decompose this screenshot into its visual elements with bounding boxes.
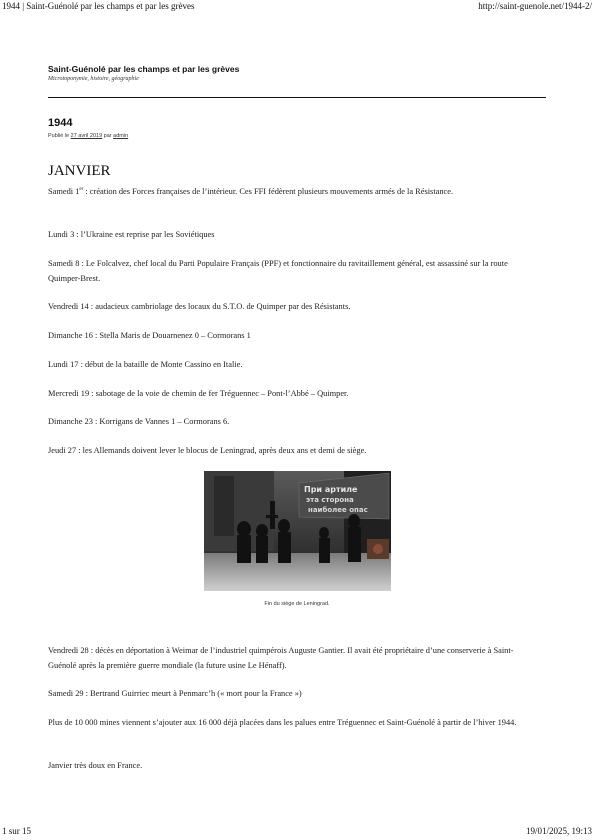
print-timestamp: 19/01/2025, 19:13 — [525, 826, 592, 836]
entry-paragraph: Jeudi 27 : les Allemands doivent lever le blocus de Leningrad, après deux ans et demi de siège. — [48, 446, 367, 455]
entry-paragraph: Lundi 17 : début de la bataille de Monte Cassino en Italie. — [48, 360, 243, 369]
entry-text: Samedi 1 — [48, 187, 80, 196]
post-meta — [48, 133, 128, 139]
entry-paragraph: Mercredi 19 : sabotage de la voie de chemin de fer Tréguennec – Pont-l’Abbé – Quimper. — [48, 389, 349, 398]
post-meta-by: par — [102, 133, 114, 139]
entry-text: : création des Forces françaises de l’intérieur. Ces FFI fédèrent plusieurs mouvements armés de la Résistance. — [83, 187, 454, 196]
entry-paragraph: Janvier très doux en France. — [48, 761, 143, 770]
print-page-url: http://saint-guenole.net/1944-2/ — [478, 1, 592, 11]
banner-text-line3: наиболее опас — [308, 506, 368, 514]
entry-paragraph — [48, 184, 538, 199]
entry-paragraph: Vendredi 14 : audacieux cambriolage des locaux du S.T.O. de Quimper par des Résistants. — [48, 302, 351, 311]
entry-paragraph: Samedi 8 : Le Folcalvez, chef local du Parti Populaire Français (PPF) et fonctionnaire du ravitaillement général, est assassiné sur la route Quimper-Brest. — [48, 259, 508, 283]
photo-illustration — [204, 471, 391, 591]
entry-paragraph: Vendredi 28 : décès en déportation à Weimar de l’industriel quimpérois Auguste Gantier. Il avait été propriétaire d’une conserverie à Saint-Guénolé après la première guerre mondiale (la future usine Le Hénaff). — [48, 646, 514, 670]
print-page-title: 1944 | Saint-Guénolé par les champs et par les grèves — [2, 1, 195, 11]
entry-paragraph: Dimanche 23 : Korrigans de Vannes 1 – Cormorans 6. — [48, 417, 230, 426]
post-meta-prefix: Publié le — [48, 133, 71, 139]
entry-paragraph: Plus de 10 000 mines viennent s’ajouter aux 16 000 déjà placées dans les palues entre Tréguennec et Saint-Guénolé à partir de l’hiver 1944. — [48, 718, 517, 727]
banner-text-line1: При артиле — [304, 485, 358, 494]
banner-text-line2: эта сторона — [306, 496, 354, 504]
post-date-link[interactable]: 27 avril 2019 — [70, 133, 103, 139]
entry-paragraph: Lundi 3 : l’Ukraine est reprise par les Soviétiques — [48, 230, 215, 239]
entry-paragraph: Samedi 29 : Bertrand Guirriec meurt à Penmarc’h (« mort pour la France ») — [48, 689, 302, 698]
entry-paragraph: Dimanche 16 : Stella Maris de Douarnenez 0 – Cormorans 1 — [48, 331, 251, 340]
photo-caption: Fin du siège de Leningrad. — [264, 601, 330, 607]
site-description: Microtoponymie, histoire, géographie — [48, 76, 139, 82]
leningrad-photo — [204, 471, 391, 591]
print-page-number: 1 sur 15 — [2, 826, 31, 836]
site-title[interactable]: Saint-Guénolé par les champs et par les grèves — [48, 64, 240, 74]
post-title: 1944 — [48, 117, 73, 129]
post-author-link[interactable]: admin — [113, 133, 129, 139]
header-divider — [48, 97, 546, 98]
month-heading: JANVIER — [48, 163, 111, 180]
ordinal-superscript: er — [79, 187, 84, 193]
print-footer — [0, 826, 594, 838]
print-header — [0, 0, 594, 14]
